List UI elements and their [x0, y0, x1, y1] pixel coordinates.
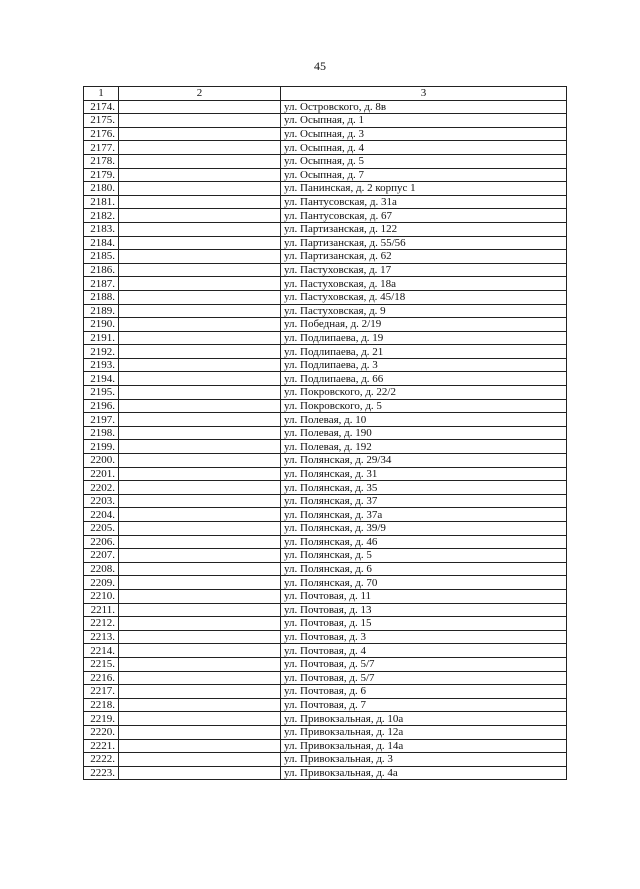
row-address: ул. Пастуховская, д. 17 [281, 263, 567, 277]
row-number: 2202. [84, 481, 119, 495]
row-number: 2176. [84, 127, 119, 141]
row-col2 [119, 345, 281, 359]
row-number: 2216. [84, 671, 119, 685]
table-row [84, 644, 567, 658]
row-col2 [119, 698, 281, 712]
row-address: ул. Почтовая, д. 6 [281, 685, 567, 699]
row-address: ул. Почтовая, д. 11 [281, 589, 567, 603]
row-col2 [119, 481, 281, 495]
row-address: ул. Подлипаева, д. 19 [281, 331, 567, 345]
row-address: ул. Полянская, д. 46 [281, 535, 567, 549]
row-address: ул. Осыпная, д. 5 [281, 154, 567, 168]
table-row [84, 290, 567, 304]
row-col2 [119, 386, 281, 400]
header-col-1: 1 [84, 87, 119, 101]
row-col2 [119, 318, 281, 332]
table-row [84, 535, 567, 549]
row-col2 [119, 725, 281, 739]
row-address: ул. Полянская, д. 5 [281, 549, 567, 563]
table-row [84, 685, 567, 699]
table-row [84, 725, 567, 739]
table-row [84, 168, 567, 182]
row-number: 2175. [84, 114, 119, 128]
row-col2 [119, 209, 281, 223]
row-address: ул. Почтовая, д. 3 [281, 630, 567, 644]
table-row [84, 576, 567, 590]
row-col2 [119, 617, 281, 631]
row-col2 [119, 154, 281, 168]
row-address: ул. Полянская, д. 70 [281, 576, 567, 590]
row-address: ул. Подлипаева, д. 66 [281, 372, 567, 386]
row-col2 [119, 236, 281, 250]
table-row [84, 345, 567, 359]
table-row [84, 467, 567, 481]
row-number: 2190. [84, 318, 119, 332]
row-col2 [119, 399, 281, 413]
row-col2 [119, 195, 281, 209]
table-row [84, 454, 567, 468]
table-row [84, 304, 567, 318]
table-row [84, 195, 567, 209]
row-col2 [119, 603, 281, 617]
row-number: 2223. [84, 766, 119, 780]
row-number: 2189. [84, 304, 119, 318]
row-col2 [119, 657, 281, 671]
row-address: ул. Почтовая, д. 7 [281, 698, 567, 712]
row-address: ул. Панинская, д. 2 корпус 1 [281, 182, 567, 196]
row-col2 [119, 127, 281, 141]
row-col2 [119, 644, 281, 658]
row-col2 [119, 454, 281, 468]
table-row [84, 657, 567, 671]
table-row [84, 712, 567, 726]
row-col2 [119, 589, 281, 603]
table-row [84, 182, 567, 196]
row-number: 2207. [84, 549, 119, 563]
row-col2 [119, 426, 281, 440]
row-address: ул. Осыпная, д. 1 [281, 114, 567, 128]
table-row [84, 413, 567, 427]
table-row [84, 508, 567, 522]
table-row [84, 277, 567, 291]
table-row [84, 250, 567, 264]
table-row [84, 522, 567, 536]
table-row [84, 481, 567, 495]
row-number: 2214. [84, 644, 119, 658]
table-row [84, 603, 567, 617]
row-col2 [119, 168, 281, 182]
row-address: ул. Почтовая, д. 15 [281, 617, 567, 631]
row-address: ул. Покровского, д. 22/2 [281, 386, 567, 400]
row-number: 2193. [84, 358, 119, 372]
table-row [84, 114, 567, 128]
row-number: 2182. [84, 209, 119, 223]
header-col-3: 3 [281, 87, 567, 101]
row-address: ул. Привокзальная, д. 14а [281, 739, 567, 753]
row-number: 2197. [84, 413, 119, 427]
row-col2 [119, 372, 281, 386]
table-row [84, 562, 567, 576]
row-number: 2200. [84, 454, 119, 468]
row-number: 2222. [84, 753, 119, 767]
row-address: ул. Осыпная, д. 7 [281, 168, 567, 182]
row-address: ул. Пантусовская, д. 67 [281, 209, 567, 223]
row-number: 2203. [84, 494, 119, 508]
row-col2 [119, 263, 281, 277]
row-number: 2209. [84, 576, 119, 590]
row-col2 [119, 222, 281, 236]
row-col2 [119, 250, 281, 264]
row-address: ул. Полянская, д. 37а [281, 508, 567, 522]
table-row [84, 698, 567, 712]
row-number: 2187. [84, 277, 119, 291]
table-row [84, 263, 567, 277]
table-row [84, 236, 567, 250]
row-number: 2206. [84, 535, 119, 549]
table-row [84, 141, 567, 155]
row-number: 2186. [84, 263, 119, 277]
table-row [84, 318, 567, 332]
row-col2 [119, 522, 281, 536]
row-col2 [119, 114, 281, 128]
row-address: ул. Победная, д. 2/19 [281, 318, 567, 332]
row-number: 2212. [84, 617, 119, 631]
row-number: 2183. [84, 222, 119, 236]
row-col2 [119, 413, 281, 427]
row-address: ул. Привокзальная, д. 3 [281, 753, 567, 767]
table-row [84, 630, 567, 644]
row-number: 2194. [84, 372, 119, 386]
row-col2 [119, 141, 281, 155]
row-address: ул. Полянская, д. 39/9 [281, 522, 567, 536]
row-address: ул. Почтовая, д. 5/7 [281, 671, 567, 685]
row-address: ул. Почтовая, д. 13 [281, 603, 567, 617]
row-address: ул. Полевая, д. 190 [281, 426, 567, 440]
row-address: ул. Подлипаева, д. 3 [281, 358, 567, 372]
table-row [84, 399, 567, 413]
table-row [84, 127, 567, 141]
row-number: 2217. [84, 685, 119, 699]
row-col2 [119, 331, 281, 345]
row-number: 2221. [84, 739, 119, 753]
row-address: ул. Полянская, д. 29/34 [281, 454, 567, 468]
row-address: ул. Пастуховская, д. 18а [281, 277, 567, 291]
table-header-row [84, 87, 567, 101]
row-address: ул. Полевая, д. 10 [281, 413, 567, 427]
table-row [84, 209, 567, 223]
row-address: ул. Покровского, д. 5 [281, 399, 567, 413]
row-address: ул. Привокзальная, д. 4а [281, 766, 567, 780]
row-col2 [119, 290, 281, 304]
row-address: ул. Пастуховская, д. 45/18 [281, 290, 567, 304]
row-col2 [119, 766, 281, 780]
row-col2 [119, 100, 281, 114]
row-col2 [119, 182, 281, 196]
row-number: 2179. [84, 168, 119, 182]
row-number: 2215. [84, 657, 119, 671]
row-number: 2178. [84, 154, 119, 168]
row-col2 [119, 753, 281, 767]
address-table [83, 86, 567, 780]
row-col2 [119, 549, 281, 563]
row-col2 [119, 671, 281, 685]
row-col2 [119, 630, 281, 644]
row-address: ул. Осыпная, д. 4 [281, 141, 567, 155]
row-address: ул. Полянская, д. 35 [281, 481, 567, 495]
row-col2 [119, 494, 281, 508]
row-number: 2192. [84, 345, 119, 359]
table-row [84, 753, 567, 767]
row-number: 2208. [84, 562, 119, 576]
table-row [84, 426, 567, 440]
row-col2 [119, 535, 281, 549]
row-address: ул. Партизанская, д. 62 [281, 250, 567, 264]
row-number: 2174. [84, 100, 119, 114]
table-row [84, 440, 567, 454]
row-number: 2210. [84, 589, 119, 603]
row-col2 [119, 440, 281, 454]
row-address: ул. Полянская, д. 6 [281, 562, 567, 576]
row-number: 2198. [84, 426, 119, 440]
row-number: 2188. [84, 290, 119, 304]
row-address: ул. Полевая, д. 192 [281, 440, 567, 454]
row-address: ул. Привокзальная, д. 10а [281, 712, 567, 726]
row-col2 [119, 576, 281, 590]
row-col2 [119, 685, 281, 699]
table-row [84, 372, 567, 386]
row-number: 2201. [84, 467, 119, 481]
row-address: ул. Островского, д. 8в [281, 100, 567, 114]
row-col2 [119, 467, 281, 481]
row-address: ул. Партизанская, д. 55/56 [281, 236, 567, 250]
row-address: ул. Привокзальная, д. 12а [281, 725, 567, 739]
row-number: 2219. [84, 712, 119, 726]
row-address: ул. Подлипаева, д. 21 [281, 345, 567, 359]
row-address: ул. Почтовая, д. 4 [281, 644, 567, 658]
page-number: 45 [314, 59, 326, 73]
header-col-2: 2 [119, 87, 281, 101]
table-row [84, 739, 567, 753]
table-row [84, 358, 567, 372]
row-number: 2184. [84, 236, 119, 250]
table-row [84, 154, 567, 168]
row-number: 2191. [84, 331, 119, 345]
row-col2 [119, 508, 281, 522]
row-number: 2218. [84, 698, 119, 712]
table-row [84, 671, 567, 685]
row-number: 2196. [84, 399, 119, 413]
table-row [84, 589, 567, 603]
row-number: 2220. [84, 725, 119, 739]
row-number: 2181. [84, 195, 119, 209]
row-number: 2199. [84, 440, 119, 454]
row-address: ул. Осыпная, д. 3 [281, 127, 567, 141]
row-address: ул. Полянская, д. 37 [281, 494, 567, 508]
table-row [84, 100, 567, 114]
row-number: 2177. [84, 141, 119, 155]
row-number: 2204. [84, 508, 119, 522]
row-col2 [119, 358, 281, 372]
row-number: 2195. [84, 386, 119, 400]
row-address: ул. Пантусовская, д. 31а [281, 195, 567, 209]
table-row [84, 494, 567, 508]
table-row [84, 386, 567, 400]
row-address: ул. Партизанская, д. 122 [281, 222, 567, 236]
table-row [84, 331, 567, 345]
row-number: 2211. [84, 603, 119, 617]
row-col2 [119, 277, 281, 291]
row-col2 [119, 712, 281, 726]
row-address: ул. Почтовая, д. 5/7 [281, 657, 567, 671]
row-number: 2180. [84, 182, 119, 196]
row-address: ул. Полянская, д. 31 [281, 467, 567, 481]
table-row [84, 549, 567, 563]
row-number: 2185. [84, 250, 119, 264]
row-col2 [119, 562, 281, 576]
row-number: 2205. [84, 522, 119, 536]
row-col2 [119, 304, 281, 318]
row-number: 2213. [84, 630, 119, 644]
table-row [84, 222, 567, 236]
row-col2 [119, 739, 281, 753]
table-row [84, 766, 567, 780]
row-address: ул. Пастуховская, д. 9 [281, 304, 567, 318]
table-row [84, 617, 567, 631]
